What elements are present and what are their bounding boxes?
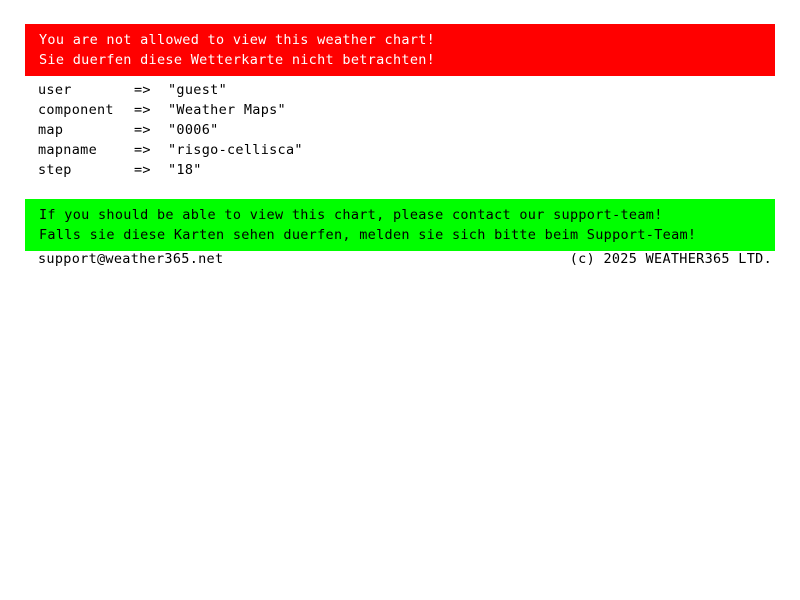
- footer: [38, 250, 772, 268]
- copyright-text: (c) 2025 WEATHER365 LTD.: [569, 251, 772, 267]
- error-banner-line-en: You are not allowed to view this weather chart!: [39, 32, 436, 48]
- parameter-arrow: =>: [134, 162, 151, 178]
- parameter-arrow: =>: [134, 102, 151, 118]
- parameter-key: component: [38, 102, 114, 118]
- parameter-list: [38, 80, 778, 180]
- parameter-key: map: [38, 122, 64, 138]
- parameter-value: "guest": [168, 82, 227, 98]
- parameter-row: [38, 120, 778, 140]
- error-banner-line-de: Sie duerfen diese Wetterkarte nicht betrachten!: [39, 52, 436, 68]
- parameter-arrow: =>: [134, 82, 151, 98]
- parameter-row: [38, 140, 778, 160]
- info-banner-line-de: Falls sie diese Karten sehen duerfen, melden sie sich bitte beim Support-Team!: [39, 227, 697, 243]
- parameter-arrow: =>: [134, 122, 151, 138]
- parameter-key: mapname: [38, 142, 97, 158]
- info-banner-line-en: If you should be able to view this chart, please contact our support-team!: [39, 207, 663, 223]
- parameter-row: [38, 160, 778, 180]
- parameter-value: "risgo-cellisca": [168, 142, 303, 158]
- parameter-value: "0006": [168, 122, 219, 138]
- parameter-value: "Weather Maps": [168, 102, 286, 118]
- info-banner: [25, 199, 775, 251]
- support-email-link[interactable]: support@weather365.net: [38, 251, 224, 267]
- parameter-key: user: [38, 82, 72, 98]
- error-banner: [25, 24, 775, 76]
- parameter-key: step: [38, 162, 72, 178]
- parameter-row: [38, 80, 778, 100]
- parameter-value: "18": [168, 162, 202, 178]
- parameter-arrow: =>: [134, 142, 151, 158]
- parameter-row: [38, 100, 778, 120]
